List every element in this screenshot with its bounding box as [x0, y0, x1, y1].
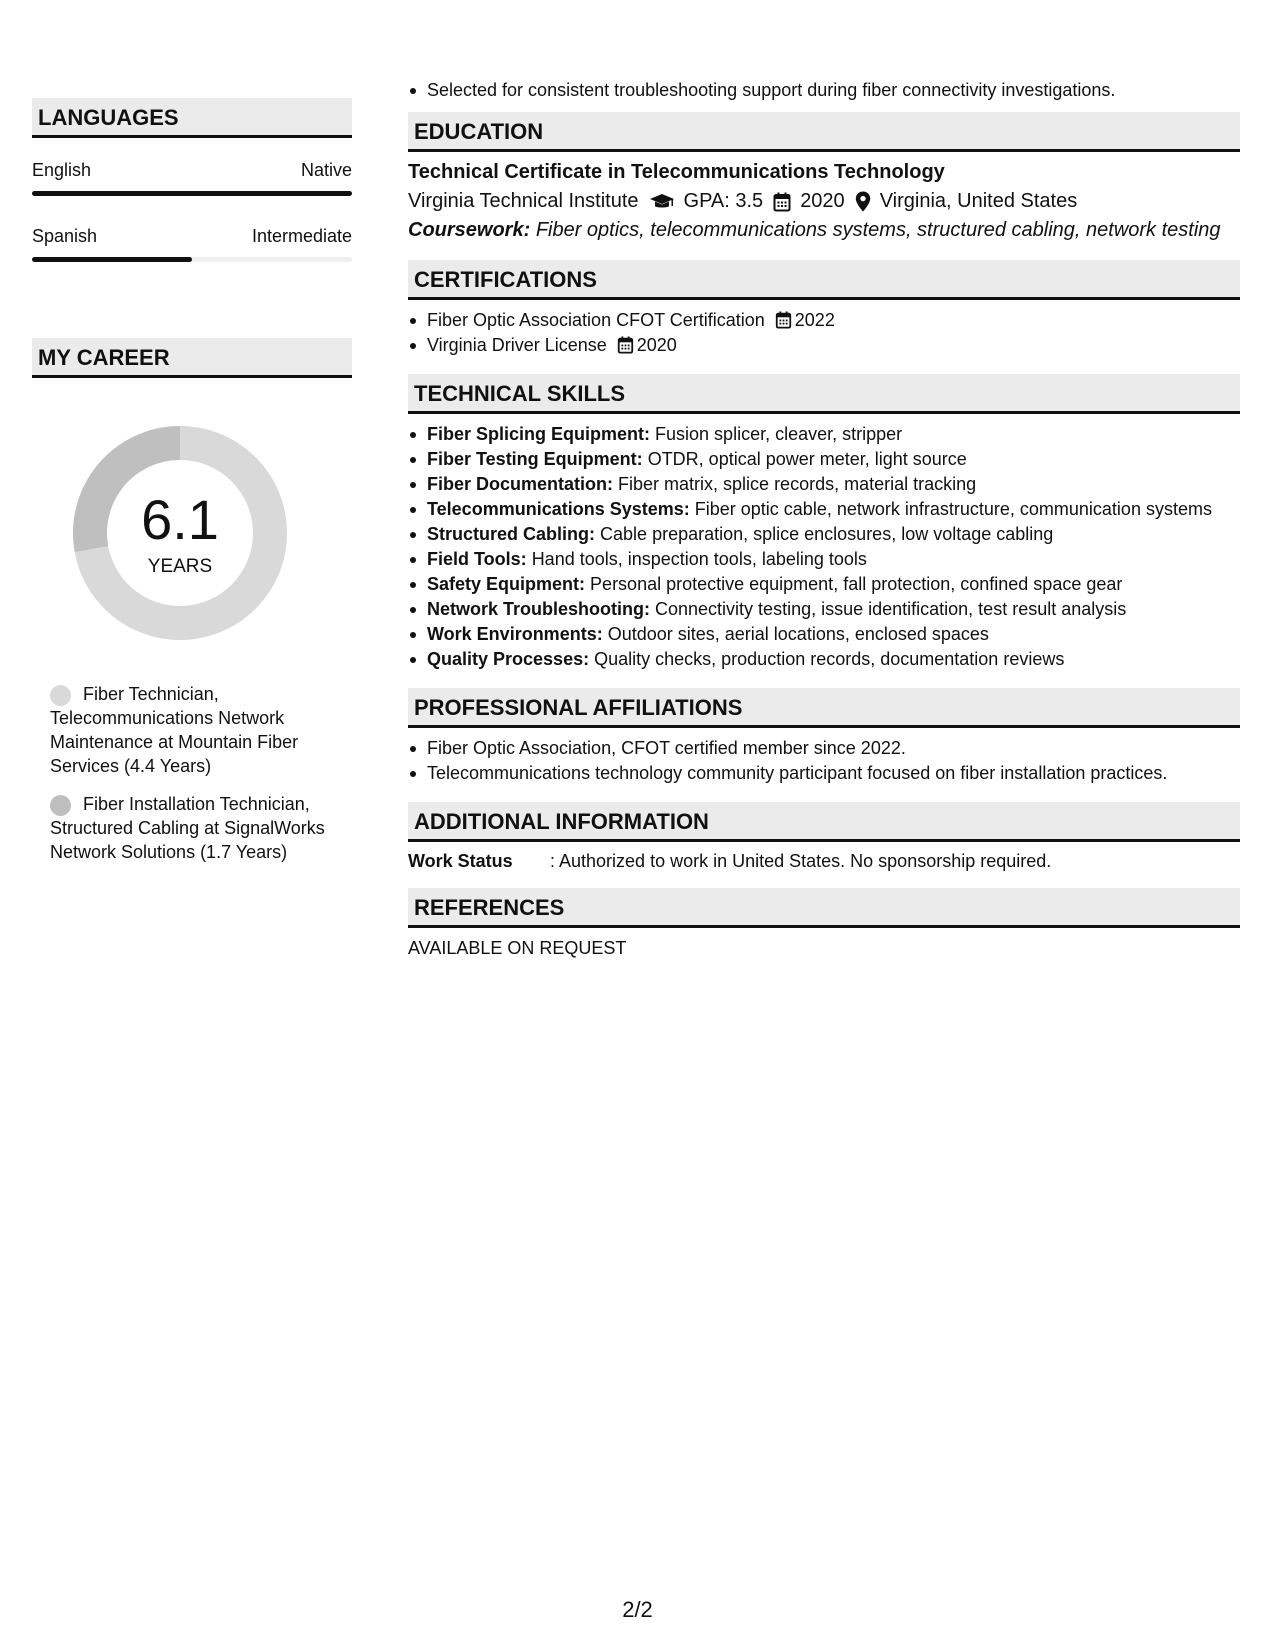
education-heading: EDUCATION: [408, 112, 1240, 152]
certification-item: [408, 333, 1240, 358]
skill-item: [408, 522, 1240, 547]
languages-heading: LANGUAGES: [32, 98, 352, 138]
language-proficiency-fill: [32, 191, 352, 196]
education-meta: [408, 190, 1240, 213]
language-name: English: [32, 160, 92, 180]
certification-year: 2022: [794, 310, 835, 330]
skill-item: [408, 622, 1240, 647]
skill-label: Fiber Testing Equipment:: [427, 449, 643, 469]
skill-label: Structured Cabling:: [427, 524, 596, 544]
coursework-label: Coursework:: [408, 219, 531, 241]
language-level: Native: [300, 160, 352, 180]
education-degree: Technical Certificate in Telecommunications Technology: [408, 161, 945, 183]
certification-item: [408, 308, 1240, 333]
skill-value: Fiber optic cable, network infrastructure, communication systems: [694, 499, 1212, 519]
language-proficiency-bar: [32, 191, 352, 196]
career-heading: MY CAREER: [32, 338, 352, 378]
affiliation-item: Fiber Optic Association, CFOT certified member since 2022.: [408, 736, 1240, 761]
skill-value: Connectivity testing, issue identification, test result analysis: [655, 599, 1127, 619]
career-legend-item: [50, 682, 352, 778]
certification-year: 2020: [636, 335, 677, 355]
work-status-value: : Authorized to work in United States. No sponsorship required.: [550, 851, 1052, 871]
language-level: Intermediate: [251, 226, 352, 246]
references-text: AVAILABLE ON REQUEST: [408, 938, 627, 958]
calendar-icon: [773, 192, 791, 212]
page-number: 2/2: [622, 1597, 653, 1622]
technical-skills-heading: TECHNICAL SKILLS: [408, 374, 1240, 414]
skill-label: Network Troubleshooting:: [427, 599, 650, 619]
skill-item: [408, 547, 1240, 572]
skill-item: [408, 572, 1240, 597]
career-donut-chart: [67, 420, 293, 646]
education-location: Virginia, United States: [879, 190, 1078, 212]
calendar-icon: [617, 336, 634, 354]
skill-value: OTDR, optical power meter, light source: [647, 449, 967, 469]
references-heading: REFERENCES: [408, 888, 1240, 928]
skill-item: [408, 447, 1240, 472]
career-legend-label: Fiber Installation Technician, Structured Cabling at SignalWorks Network Solutions (1.7 Years): [50, 794, 325, 862]
language-name: Spanish: [32, 226, 98, 246]
education-coursework: [408, 219, 1240, 242]
affiliations-heading: PROFESSIONAL AFFILIATIONS: [408, 688, 1240, 728]
map-pin-icon: [855, 191, 871, 212]
skill-label: Work Environments:: [427, 624, 603, 644]
skill-item: [408, 422, 1240, 447]
certification-name: Fiber Optic Association CFOT Certification: [427, 310, 765, 330]
skill-value: Cable preparation, splice enclosures, low voltage cabling: [600, 524, 1054, 544]
career-total-unit: YEARS: [147, 556, 213, 577]
affiliations-list: [408, 736, 1240, 786]
affiliation-item: Telecommunications technology community participant focused on fiber installation practices.: [408, 761, 1240, 786]
career-legend: [50, 682, 352, 864]
skill-item: [408, 472, 1240, 497]
experience-bullet: Selected for consistent troubleshooting support during fiber connectivity investigations.: [408, 78, 1240, 103]
legend-dot: [50, 685, 71, 706]
legend-dot: [50, 795, 71, 816]
work-status-label: Work Status: [408, 851, 513, 871]
skill-item: [408, 497, 1240, 522]
skill-label: Field Tools:: [427, 549, 527, 569]
skill-item: [408, 647, 1240, 672]
language-item-spanish: [32, 226, 352, 262]
language-proficiency-bar: [32, 257, 352, 262]
skill-value: Fusion splicer, cleaver, stripper: [655, 424, 903, 444]
coursework-text: Fiber optics, telecommunications systems, structured cabling, network testing: [535, 219, 1221, 241]
skill-value: Fiber matrix, splice records, material tracking: [618, 474, 977, 494]
main-content: [408, 78, 1240, 959]
certifications-list: [408, 308, 1240, 358]
career-total-years: 6.1: [141, 488, 219, 551]
skill-label: Telecommunications Systems:: [427, 499, 690, 519]
language-proficiency-fill: [32, 257, 192, 262]
certification-name: Virginia Driver License: [427, 335, 607, 355]
technical-skills-list: [408, 422, 1240, 672]
skill-value: Outdoor sites, aerial locations, enclosed spaces: [607, 624, 989, 644]
education-gpa: GPA: 3.5: [683, 190, 764, 212]
calendar-icon: [775, 311, 792, 329]
certifications-heading: CERTIFICATIONS: [408, 260, 1240, 300]
work-status-row: [408, 851, 1240, 872]
skill-value: Quality checks, production records, documentation reviews: [594, 649, 1065, 669]
experience-tail-list: [408, 78, 1240, 103]
language-item-english: [32, 160, 352, 196]
skill-value: Hand tools, inspection tools, labeling tools: [531, 549, 867, 569]
skill-label: Fiber Splicing Equipment:: [427, 424, 651, 444]
career-legend-label: Fiber Technician, Telecommunications Network Maintenance at Mountain Fiber Services (4.4 Years): [50, 684, 299, 776]
skill-label: Fiber Documentation:: [427, 474, 614, 494]
graduation-cap-icon: [649, 193, 675, 211]
skill-value: Personal protective equipment, fall protection, confined space gear: [590, 574, 1123, 594]
additional-info-heading: ADDITIONAL INFORMATION: [408, 802, 1240, 842]
skill-label: Quality Processes:: [427, 649, 590, 669]
career-legend-item: [50, 792, 352, 864]
sidebar: [32, 98, 352, 878]
education-year: 2020: [800, 190, 845, 212]
skill-item: [408, 597, 1240, 622]
skill-label: Safety Equipment:: [427, 574, 586, 594]
education-school: Virginia Technical Institute: [408, 190, 639, 212]
